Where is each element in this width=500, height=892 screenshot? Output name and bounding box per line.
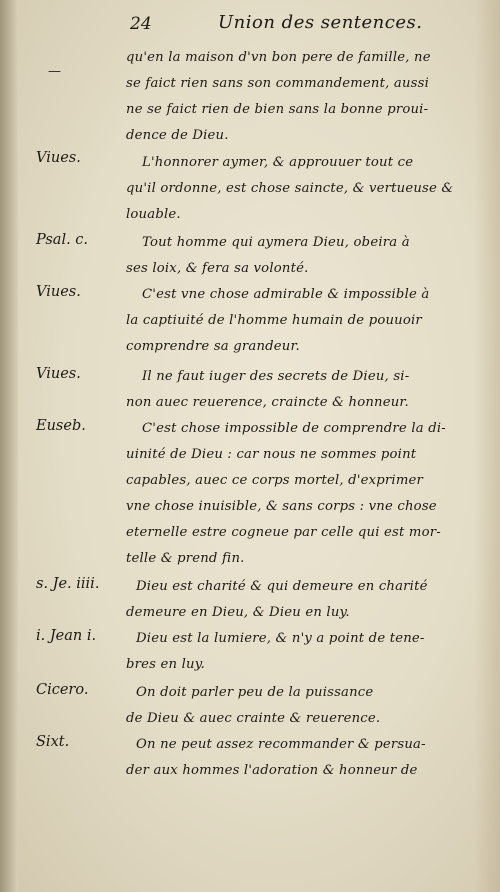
text-line: Tout homme qui aymera Dieu, obeira à: [142, 235, 410, 250]
text-line: C'est vne chose admirable & impossible à: [142, 287, 430, 302]
page-number: 24: [130, 14, 152, 34]
margin-note: Viues.: [36, 284, 81, 300]
text-line: Il ne faut iuger des secrets de Dieu, si-: [142, 369, 410, 384]
text-line: vne chose inuisible, & sans corps : vne chose: [126, 499, 437, 514]
text-line: dence de Dieu.: [126, 128, 229, 143]
margin-note: s. Je. iiii.: [36, 576, 100, 592]
text-line: qu'en la maison d'vn bon pere de famille, ne: [126, 50, 431, 65]
text-line: eternelle estre cogneue par celle qui est mor-: [126, 525, 441, 540]
text-line: la captiuité de l'homme humain de pouuoir: [126, 313, 422, 328]
text-line: der aux hommes l'adoration & honneur de: [126, 763, 418, 778]
text-line: telle & prend fin.: [126, 551, 245, 566]
running-title: Union des sentences.: [218, 12, 423, 33]
margin-note: Sixt.: [36, 734, 70, 750]
margin-note: Cicero.: [36, 682, 89, 698]
text-line: On ne peut assez recommander & persua-: [136, 737, 426, 752]
margin-note: Viues.: [36, 366, 81, 382]
text-line: comprendre sa grandeur.: [126, 339, 300, 354]
text-line: capables, auec ce corps mortel, d'exprimer: [126, 473, 424, 488]
text-line: louable.: [126, 207, 181, 222]
text-line: ses loix, & fera sa volonté.: [126, 261, 309, 276]
text-line: uinité de Dieu : car nous ne sommes point: [126, 447, 417, 462]
text-line: se faict rien sans son commandement, aussi: [126, 76, 430, 91]
text-line: On doit parler peu de la puissance: [136, 685, 374, 700]
text-line: Dieu est la lumiere, & n'y a point de tene-: [136, 631, 425, 646]
margin-tick: —: [48, 64, 61, 79]
binding-gutter: [0, 0, 18, 892]
text-line: demeure en Dieu, & Dieu en luy.: [126, 605, 350, 620]
margin-note: i. Jean i.: [36, 628, 97, 644]
text-line: C'est chose impossible de comprendre la di-: [142, 421, 446, 436]
text-line: L'honnorer aymer, & approuuer tout ce: [142, 155, 414, 170]
text-line: ne se faict rien de bien sans la bonne proui-: [126, 102, 429, 117]
margin-note: Psal. c.: [36, 232, 89, 248]
text-line: non auec reuerence, craincte & honneur.: [126, 395, 409, 410]
text-line: Dieu est charité & qui demeure en charité: [136, 579, 428, 594]
page-edge-shadow: [474, 0, 500, 892]
margin-note: Euseb.: [36, 418, 86, 434]
text-line: de Dieu & auec crainte & reuerence.: [126, 711, 381, 726]
text-line: bres en luy.: [126, 657, 205, 672]
text-line: qu'il ordonne, est chose saincte, & vertueuse &: [126, 181, 454, 196]
margin-note: Viues.: [36, 150, 81, 166]
